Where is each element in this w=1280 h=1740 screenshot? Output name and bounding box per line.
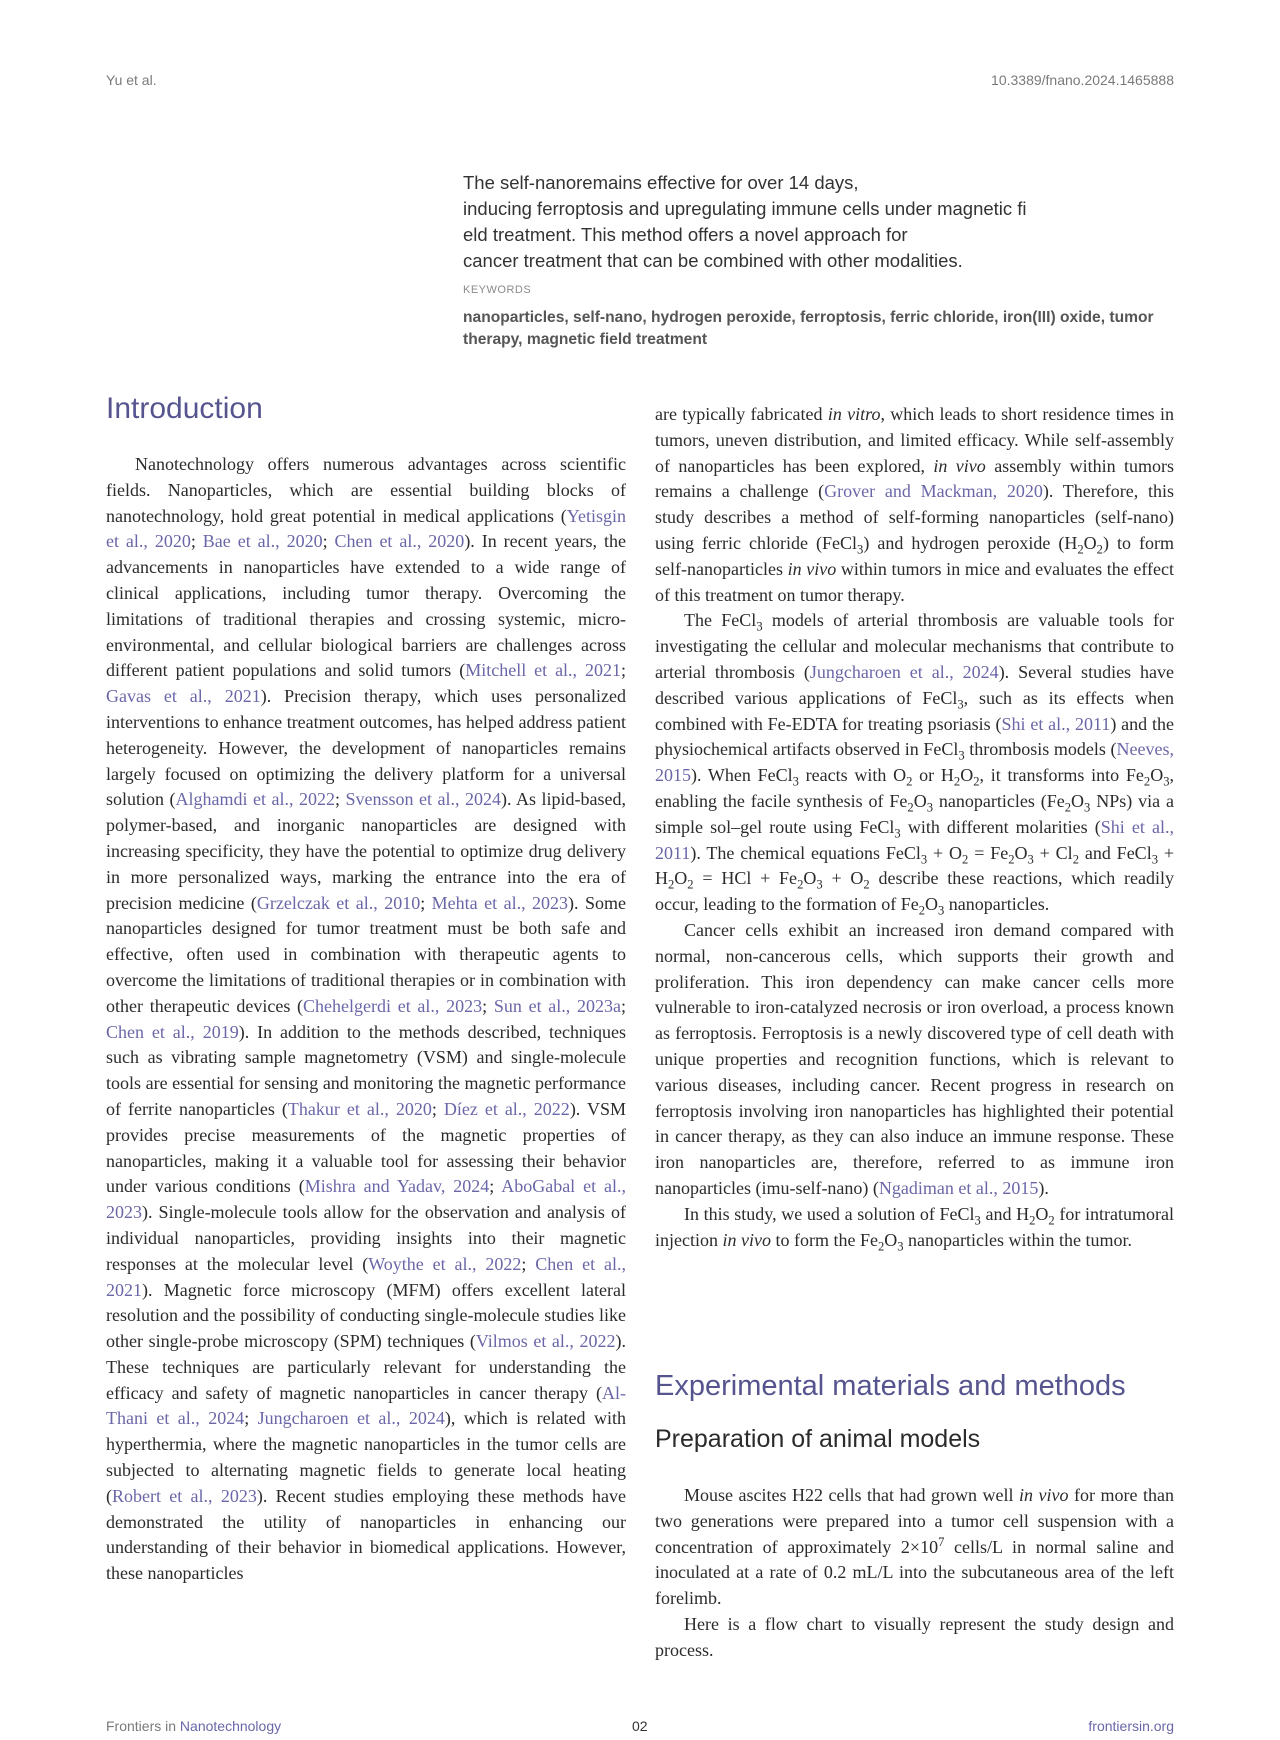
footer-journal-prefix: Frontiers in (106, 1718, 177, 1734)
abstract-line: cancer treatment that can be combined with other modalities. (463, 250, 963, 271)
abstract-line: eld treatment. This method offers a novel approach for (463, 224, 908, 245)
citation-link[interactable]: Grover and Mackman, 2020 (824, 481, 1043, 502)
citation-link[interactable]: Chen et al., 2019 (106, 1021, 239, 1042)
abstract-excerpt (463, 170, 1103, 274)
citation-link[interactable]: Díez et al., 2022 (443, 1098, 570, 1119)
citation-link[interactable]: Chehelgerdi et al., 2023 (303, 995, 483, 1016)
methods-heading: Experimental materials and methods (655, 1370, 1126, 1402)
intro-paragraph: The FeCl$_3$ models of arterial thrombosis are valuable tools for investigating the cellular and molecular mechanisms that contribute to arterial thrombosis (Jungcharoen et al., 2024). Several studies have described various applications of FeCl$_3$, such as its effects when combined with Fe-EDTA for treating psoriasis (Shi et al., 2011) and the physiochemical artifacts observed in FeCl$_3$ thrombosis models (Neeves, 2015). When FeCl$_3$ reacts with $O_2$ or $H_2O_2$, it transforms into $Fe_2O_3$, enabling the facile synthesis of $Fe_2O_3$ nanoparticles ($Fe_2O_3$ NPs) via a simple sol–gel route using FeCl$_3$ with different molarities (Shi et al., 2011). The chemical equations FeCl$_3$ + $O_2 = Fe_2O_3 + Cl_2$ and FeCl$_3$ + $H_2O_2$ = HCl + $Fe_2O_3 + O_2$ describe these reactions, which readily occur, leading to the formation of $Fe_2O_3$ nanoparticles. (655, 610, 1175, 918)
animal-models-subheading: Preparation of animal models (655, 1425, 981, 1453)
citation-link[interactable]: Sun et al., 2023a (493, 995, 621, 1016)
intro-paragraph: Cancer cells exhibit an increased iron demand compared with normal, non-cancerous cells, which supports their growth and proliferation. This iron dependency can make cancer cells more vulnerable to iron-catalyzed necrosis or iron overload, a process known as ferroptosis. Ferroptosis is a newly discovered type of cell death with unique properties and recognition functions, which is relevant to various diseases, including cancer. Recent progress in research on ferroptosis involving iron nanoparticles has highlighted their potential in cancer therapy, as they can also induce an immune response. These iron nanoparticles are, therefore, referred to as immune iron nanoparticles (imu-self-nano) (Ngadiman et al., 2015). (655, 919, 1174, 1198)
running-header-doi[interactable]: 10.3389/fnano.2024.1465888 (991, 72, 1174, 88)
intro-paragraph: Nanotechnology offers numerous advantages across scientific fields. Nanoparticles, which are essential building blocks of nanotechnology, hold great potential in medical applications (Yetisgin et al., 2020; Bae et al., 2020; Chen et al., 2020). In recent years, the advancements in nanoparticles have extended to a wide range of clinical applications, including tumor therapy. Overcoming the limitations of traditional therapies and crossing systemic, micro-environmental, and cellular biological barriers are challenges across different patient populations and solid tumors (Mitchell et al., 2021; Gavas et al., 2021). Precision therapy, which uses personalized interventions to enhance treatment outcomes, has helped address patient heterogeneity. However, the development of nanoparticles remains largely focused on optimizing the delivery platform for a universal solution (Alghamdi et al., 2022; Svensson et al., 2024). As lipid-based, polymer-based, and inorganic nanoparticles are designed with increasing specificity, they have the potential to optimize drug delivery in more personalized ways, marking the entrance into the era of precision medicine (Grzelczak et al., 2010; Mehta et al., 2023). Some nanoparticles designed for tumor treatment must be both safe and effective, often used in combination with therapeutic agents to overcome the limitations of traditional therapies or in combination with other therapeutic devices (Chehelgerdi et al., 2023; Sun et al., 2023a; Chen et al., 2019). In addition to the methods described, techniques such as vibrating sample magnetometry (VSM) and single-molecule tools are essential for sensing and monitoring the magnetic performance of ferrite nanoparticles (Thakur et al., 2020; Díez et al., 2022). VSM provides precise measurements of the magnetic properties of nanoparticles, making it a valuable tool for assessing their behavior under various conditions (Mishra and Yadav, 2024; AboGabal et al., 2023). Single-molecule tools allow for the observation and analysis of individual nanoparticles, providing insights into their magnetic responses at the molecular level (Woythe et al., 2022; Chen et al., 2021). Magnetic force microscopy (MFM) offers excellent lateral resolution and the possibility of conducting single-molecule studies like other single-probe microscopy (SPM) techniques (Vilmos et al., 2022). These techniques are particularly relevant for understanding the efficacy and safety of magnetic nanoparticles in cancer therapy (Al-Thani et al., 2024; Jungcharoen et al., 2024), which is related with hyperthermia, where the magnetic nanoparticles in the tumor cells are subjected to alternating magnetic fields to generate local heating (Robert et al., 2023). Recent studies employing these methods have demonstrated the utility of nanoparticles in enhancing our understanding of their behavior in biomedical applications. However, these nanoparticles (106, 454, 627, 1584)
introduction-heading: Introduction (106, 392, 263, 425)
keywords-list: nanoparticles, self-nano, hydrogen peroxide, ferroptosis, ferric chloride, iron(III) oxide, tumor therapy, magnetic field treatment (463, 309, 1154, 348)
citation-link[interactable]: Ngadiman et al., 2015 (878, 1177, 1039, 1198)
footer-journal-name[interactable]: Nanotechnology (179, 1718, 282, 1734)
citation-link[interactable]: Robert et al., 2023 (112, 1485, 257, 1506)
introduction-left-column (106, 452, 626, 1587)
citation-link[interactable]: Yetisgin et al., 2020 (106, 505, 626, 552)
citation-link[interactable]: Mishra and Yadav, 2024 (304, 1176, 490, 1197)
citation-link[interactable]: Chen et al., 2020 (334, 531, 465, 552)
citation-link[interactable]: Mitchell et al., 2021 (465, 660, 621, 681)
citation-link[interactable]: Shi et al., 2011 (655, 816, 1174, 863)
citation-link[interactable]: Thakur et al., 2020 (287, 1098, 432, 1119)
methods-paragraph: Here is a flow chart to visually represent the study design and process. (655, 1613, 1174, 1660)
citation-link[interactable]: Gavas et al., 2021 (106, 686, 261, 707)
citation-link[interactable]: Bae et al., 2020 (202, 531, 323, 552)
citation-link[interactable]: AboGabal et al., 2023 (106, 1176, 626, 1223)
citation-link[interactable]: Al-Thani et al., 2024 (106, 1382, 626, 1429)
running-header-authors: Yu et al. (106, 72, 157, 88)
methods-paragraph: Mouse ascites H22 cells that had grown well in vivo for more than two generations were prepared into a tumor cell suspension with a concentration of approximately $2\times 10^7$ cells/L in normal saline and inoculated at a rate of 0.2 mL/L into the subcutaneous area of the left forelimb. (655, 1485, 1174, 1609)
introduction-right-column (655, 402, 1174, 1253)
footer-journal[interactable] (106, 1718, 281, 1734)
footer-website-link[interactable]: frontiersin.org (1088, 1718, 1174, 1734)
intro-paragraph: are typically fabricated in vitro, which leads to short residence times in tumors, uneven distribution, and limited efficacy. While self-assembly of nanoparticles has been explored, in vivo assembly within tumors remains a challenge (Grover and Mackman, 2020). Therefore, this study describes a method of self-forming nanoparticles (self-nano) using ferric chloride (FeCl$_3$) and hydrogen peroxide $(H_2O_2)$ to form self-nanoparticles in vivo within tumors in mice and evaluates the effect of this treatment on tumor therapy. (655, 404, 1175, 605)
citation-link[interactable]: Shi et al., 2011 (1001, 713, 1111, 734)
keywords-label: KEYWORDS (463, 284, 532, 296)
citation-link[interactable]: Jungcharoen et al., 2024 (809, 661, 999, 682)
citation-link[interactable]: Svensson et al., 2024 (345, 789, 501, 810)
citation-link[interactable]: Jungcharoen et al., 2024 (257, 1408, 445, 1429)
citation-link[interactable]: Grzelczak et al., 2010 (256, 892, 421, 913)
page-number: 02 (632, 1718, 648, 1734)
citation-link[interactable]: Chen et al., 2021 (106, 1253, 626, 1300)
methods-text (655, 1483, 1174, 1664)
citation-link[interactable]: Mehta et al., 2023 (431, 892, 569, 913)
citation-link[interactable]: Vilmos et al., 2022 (475, 1331, 616, 1352)
abstract-line: inducing ferroptosis and upregulating immune cells under magnetic fi (463, 198, 1027, 219)
abstract-line: The self-nanoremains effective for over 14 days, (463, 172, 859, 193)
citation-link[interactable]: Woythe et al., 2022 (368, 1253, 522, 1274)
citation-link[interactable]: Alghamdi et al., 2022 (175, 789, 335, 810)
citation-link[interactable]: Neeves, 2015 (655, 739, 1174, 786)
intro-paragraph: In this study, we used a solution of FeCl$_3$ and $H_2O_2$ for intratumoral injection in vivo to form the $Fe_2O_3$ nanoparticles within the tumor. (655, 1203, 1174, 1254)
